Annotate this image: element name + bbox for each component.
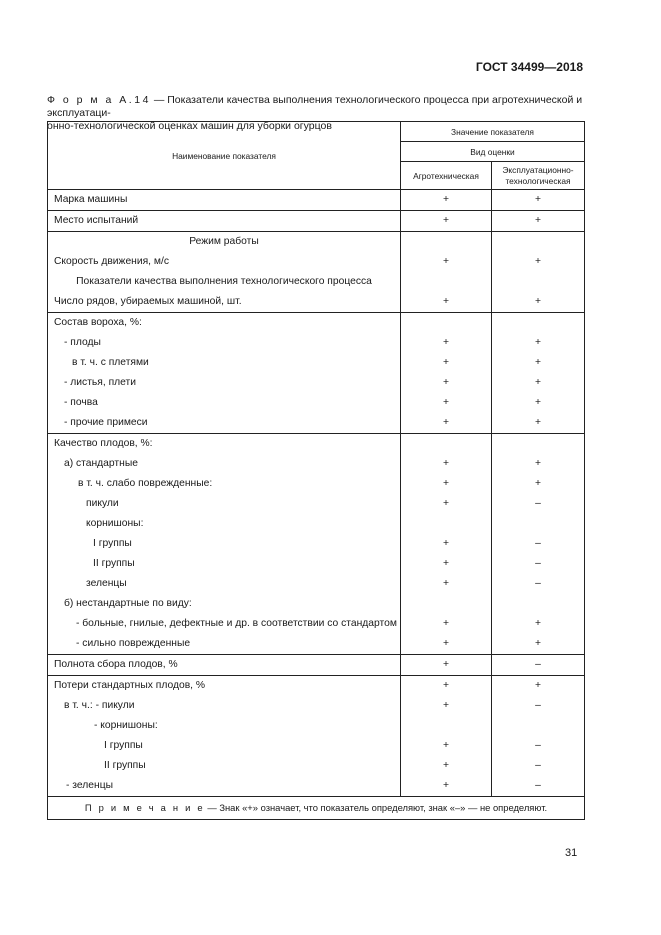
indicator-name: II группы [93,558,135,569]
indicator-name: Скорость движения, м/с [54,256,169,267]
agrotechnical-values-cell [401,434,492,655]
indicator-names-cell [48,232,401,313]
agrotechnical-value: + [442,296,449,307]
agrotechnical-value: + [442,478,449,489]
agrotechnical-value: + [442,337,449,348]
agrotechnical-value: + [442,700,449,711]
agrotechnical-values-cell [401,211,492,232]
indicator-name: Полнота сбора плодов, % [54,659,178,670]
operational-value [492,514,584,534]
operational-value: + [534,337,541,348]
operational-value: + [534,397,541,408]
operational-values-cell [492,211,585,232]
operational-value: – [535,780,541,791]
indicator-names-cell [48,434,401,655]
agrotechnical-value: + [442,397,449,408]
operational-value: + [534,256,541,267]
indicator-name: Режим работы [189,236,259,247]
operational-values-cell [492,434,585,655]
agrotechnical-value [401,716,491,736]
operational-value: – [535,498,541,509]
operational-values-cell [492,655,585,676]
operational-value: – [535,740,541,751]
indicator-name: - почва [64,397,98,408]
indicator-names-cell [48,190,401,211]
agrotechnical-value: + [442,780,449,791]
agrotechnical-value: + [442,740,449,751]
operational-value: + [534,215,541,226]
operational-value: – [535,558,541,569]
agrotechnical-value: + [442,458,449,469]
header-operational [492,162,585,190]
header-operational-line1: Эксплуатационно- [502,164,574,175]
agrotechnical-value: + [442,760,449,771]
operational-value: + [534,377,541,388]
operational-value: + [534,194,541,205]
table-group [48,655,585,676]
indicator-name: пикули [86,498,119,509]
agrotechnical-value: + [442,558,449,569]
agrotechnical-value [401,434,491,454]
indicator-name: корнишоны: [86,518,144,529]
agrotechnical-value [401,313,491,333]
agrotechnical-value: + [442,538,449,549]
operational-value: + [534,618,541,629]
operational-value [492,272,584,292]
indicator-name: а) стандартные [64,458,138,469]
indicator-name: II группы [104,760,146,771]
agrotechnical-value [401,594,491,614]
operational-value: – [535,538,541,549]
note-text: — Знак «+» означает, что показатель определяют, знак «–» — не определяют. [204,802,548,813]
header-indicator-name: Наименование показателя [48,122,401,190]
indicator-name: Качество плодов, %: [54,438,153,449]
header-agrotechnical: Агротехническая [401,162,492,190]
agrotechnical-values-cell [401,655,492,676]
table-group [48,313,585,434]
standard-code: ГОСТ 34499—2018 [475,60,583,74]
agrotechnical-value: + [442,194,449,205]
agrotechnical-value: + [442,498,449,509]
agrotechnical-value: + [442,659,449,670]
agrotechnical-value: + [442,680,449,691]
indicator-name: в т. ч. слабо поврежденные: [78,478,213,489]
agrotechnical-value [401,514,491,534]
header-operational-line2: технологическая [505,175,571,186]
agrotechnical-value: + [442,578,449,589]
agrotechnical-value: + [442,215,449,226]
caption-text-line1: — Показатели качества выполнения технологического процесса при агротехнической и эксплуатаци- [47,94,583,119]
indicator-names-cell [48,676,401,797]
agrotechnical-value: + [442,256,449,267]
indicator-name: Показатели качества выполнения технологического процесса [76,276,372,287]
operational-value: + [534,680,541,691]
indicator-name: б) нестандартные по виду: [64,598,192,609]
indicator-name: - корнишоны: [94,720,158,731]
operational-value: – [535,700,541,711]
operational-value [492,313,584,333]
indicator-name: Число рядов, убираемых машиной, шт. [54,296,242,307]
operational-values-cell [492,190,585,211]
operational-value: + [534,458,541,469]
operational-value [492,594,584,614]
agrotechnical-value: + [442,377,449,388]
indicator-name: Марка машины [54,194,128,205]
operational-value: – [535,659,541,670]
operational-value: – [535,760,541,771]
agrotechnical-value: + [442,638,449,649]
indicator-name: I группы [104,740,143,751]
agrotechnical-value: + [442,357,449,368]
header-indicator-value: Значение показателя [401,122,585,142]
agrotechnical-value [401,232,491,252]
table-note [48,797,585,820]
operational-values-cell [492,232,585,313]
indicator-name: в т. ч.: - пикули [64,700,135,711]
header-assessment-type: Вид оценки [401,142,585,162]
indicator-name: - сильно поврежденные [76,638,191,649]
table-group [48,211,585,232]
operational-value: + [534,417,541,428]
indicator-name: Состав вороха, %: [54,317,142,328]
agrotechnical-values-cell [401,232,492,313]
operational-values-cell [492,313,585,434]
operational-value [492,434,584,454]
table-group [48,190,585,211]
indicator-name: в т. ч. с плетями [72,357,149,368]
note-label: П р и м е ч а н и е [84,802,205,813]
table-group [48,676,585,797]
operational-values-cell [492,676,585,797]
indicators-table [47,121,585,820]
operational-value: + [534,357,541,368]
agrotechnical-value: + [442,618,449,629]
indicator-name: - плоды [64,337,101,348]
operational-value: – [535,578,541,589]
agrotechnical-values-cell [401,313,492,434]
caption-text-line2: онно-технологической оценках машин для уборки огурцов [47,120,332,132]
indicator-name: - зеленцы [66,780,113,791]
table-group [48,434,585,655]
indicator-name: - прочие примеси [64,417,148,428]
page-number: 31 [565,847,578,859]
indicator-name: I группы [93,538,132,549]
operational-value [492,232,584,252]
indicator-names-cell [48,313,401,434]
operational-value [492,716,584,736]
indicator-names-cell [48,655,401,676]
agrotechnical-values-cell [401,676,492,797]
agrotechnical-value: + [442,417,449,428]
caption-form-label: Ф о р м а А.14 [47,94,151,106]
indicator-name: Потери стандартных плодов, % [54,680,206,691]
indicator-name: - листья, плети [64,377,137,388]
indicator-name: Место испытаний [54,215,139,226]
agrotechnical-value [401,272,491,292]
agrotechnical-values-cell [401,190,492,211]
operational-value: + [534,478,541,489]
indicator-name: - больные, гнилые, дефектные и др. в соответствии со стандартом [76,618,397,629]
indicator-name: зеленцы [86,578,127,589]
table-group [48,232,585,313]
operational-value: + [534,638,541,649]
operational-value: + [534,296,541,307]
indicator-names-cell [48,211,401,232]
